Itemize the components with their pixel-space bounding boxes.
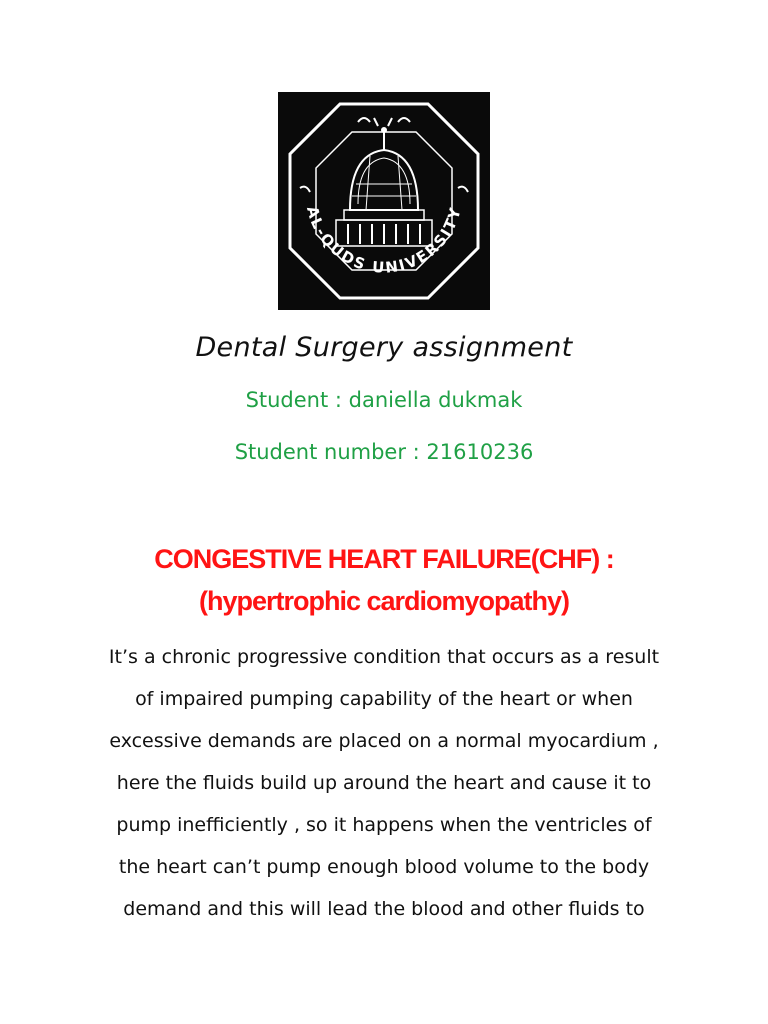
section-heading: CONGESTIVE HEART FAILURE(CHF) :	[154, 544, 614, 574]
body-line: excessive demands are placed on a normal myocardium ,	[109, 730, 659, 752]
body-line: the heart can’t pump enough blood volume to the body	[118, 856, 650, 878]
university-logo	[278, 92, 490, 310]
svg-text:AL-QUDS UNIVERSITY: AL-QUDS UNIVERSITY	[302, 204, 466, 277]
body-line: pump inefficiently , so it happens when the ventricles of	[116, 814, 652, 836]
document-title: Dental Surgery assignment	[195, 332, 573, 363]
section-subheading: (hypertrophic cardiomyopathy)	[198, 586, 570, 616]
body-line: here the fluids build up around the heart and cause it to	[116, 772, 652, 794]
seal-emblem-icon	[278, 92, 490, 310]
body-line: of impaired pumping capability of the heart or when	[135, 688, 633, 710]
body-line: It’s a chronic progressive condition that occurs as a result	[108, 646, 660, 668]
student-name: Student : daniella dukmak	[245, 388, 523, 412]
body-paragraph	[60, 636, 708, 930]
student-number: Student number : 21610236	[234, 440, 534, 464]
body-line: demand and this will lead the blood and other fluids to	[123, 898, 645, 920]
